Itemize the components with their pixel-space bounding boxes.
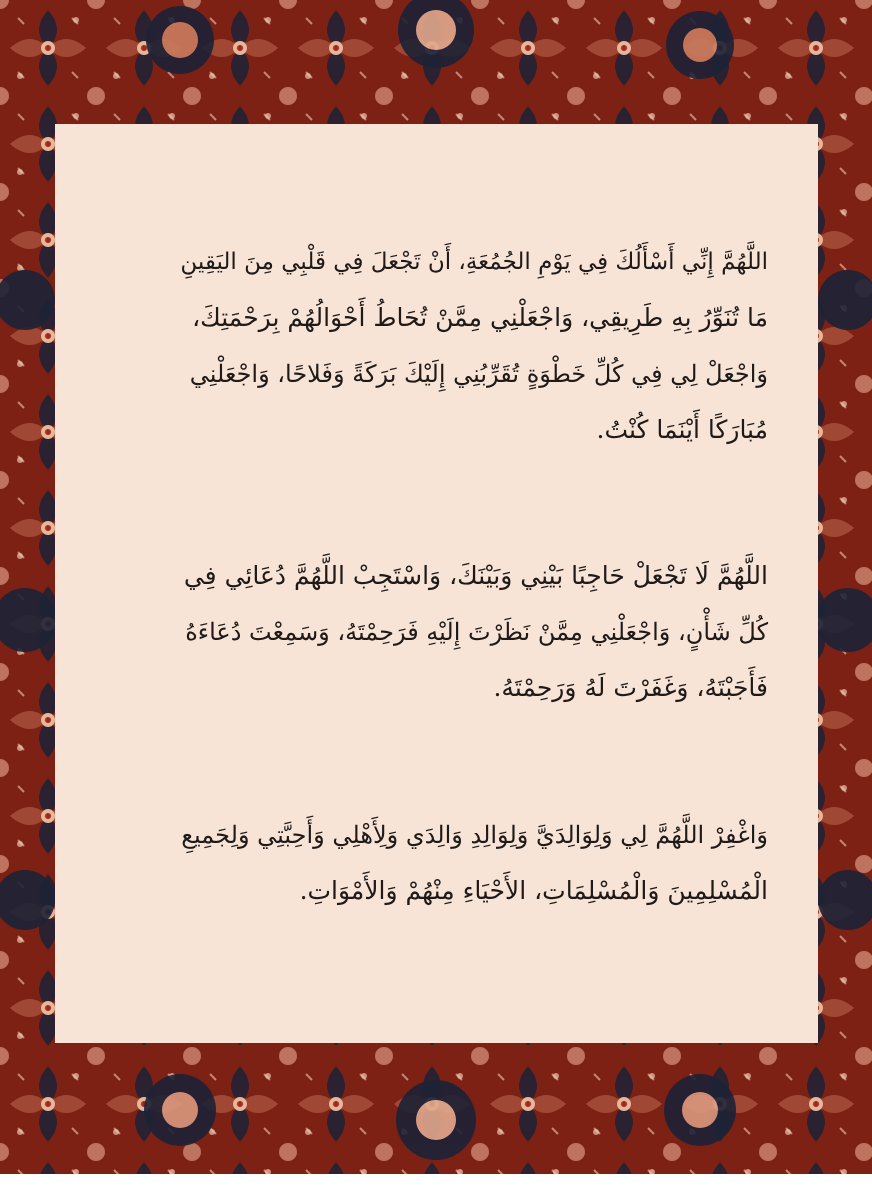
- prayer-line: اللَّهُمَّ لَا تَجْعَلْ حَاجِبًا بَيْنِي وَبَيْنَكَ، وَاسْتَجِبْ اللَّهُمَّ دُعَائِي فِي: [183, 561, 768, 590]
- prayer-line: وَاجْعَلْ لِي فِي كُلِّ خَطْوَةٍ تُقَرِّبُنِي إِلَيْكَ بَرَكَةً وَفَلاحًا، وَاجْعَلْنِي: [189, 360, 768, 388]
- prayer-line: الْمُسْلِمِينَ وَالْمُسْلِمَاتِ، الأَحْيَاءِ مِنْهُمْ وَالأَمْوَاتِ.: [299, 876, 768, 905]
- prayer-paragraph-1: [168, 234, 768, 458]
- prayer-line: فَأَجَبْتَهُ، وَغَفَرْتَ لَهُ وَرَحِمْتَهُ.: [493, 673, 768, 702]
- prayer-paragraph-2: [168, 548, 768, 716]
- prayer-line: مَا تُنَوِّرُ بِهِ طَرِيقِي، وَاجْعَلْنِي مِمَّنْ تُحَاطُ أَحْوَالُهُمْ بِرَحْمَتِكَ،: [192, 303, 768, 332]
- prayer-line: وَاغْفِرْ اللَّهُمَّ لِي وَلِوَالِدَيَّ وَلِوَالِدِ وَالِدَي وَلِأَهْلِي وَأَحِبَّتِي وَلِجَمِيعِ: [181, 821, 768, 849]
- prayer-line: اللَّهُمَّ إِنِّي أَسْأَلُكَ فِي يَوْمِ الجُمُعَةِ، أَنْ تَجْعَلَ فِي قَلْبِي مِنَ اليَقِينِ: [180, 249, 768, 275]
- prayer-paragraph-3: [168, 807, 768, 919]
- prayer-card: [55, 124, 818, 1043]
- prayer-line: كُلِّ شَأْنٍ، وَاجْعَلْنِي مِمَّنْ نَظَرْتَ إِلَيْهِ فَرَحِمْتَهُ، وَسَمِعْتَ دُعَاءَهُ: [185, 618, 768, 646]
- prayer-line: مُبَارَكًا أَيْنَمَا كُنْتُ.: [596, 415, 768, 444]
